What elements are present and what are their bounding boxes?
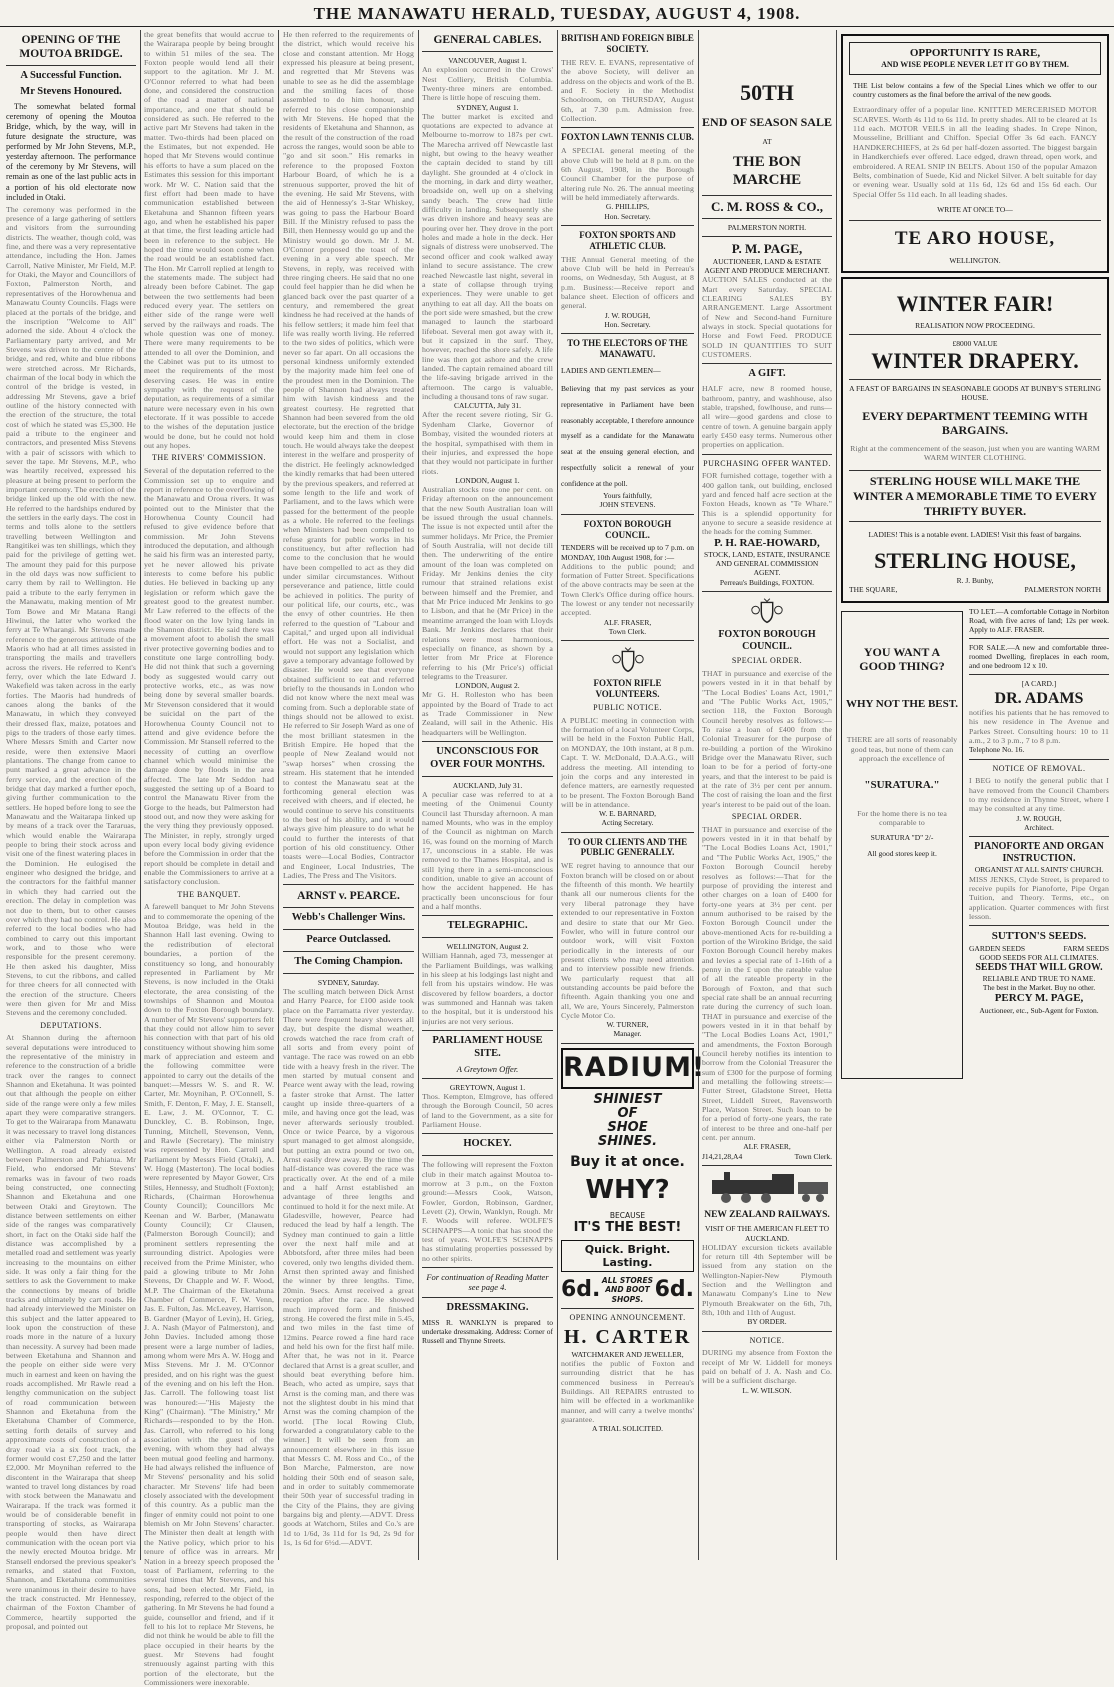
coat-of-arms-icon [609,645,647,675]
article-subtitle: A Greytown Offer. [456,1063,519,1074]
radium-price-row [561,1276,694,1303]
rae-address: Perreau's Buildings, FOXTON. [719,577,815,587]
divider [283,973,414,974]
article-subtitle: Pearce Outclassed. [306,934,391,946]
feast: A FEAST OF BARGAINS IN SEASONABLE GOODS AT BUNBY'S STERLING HOUSE. [849,384,1101,403]
carter-trial: A TRIAL SOLICITED. [591,1424,664,1434]
column-rule [140,30,141,1560]
sale-at: AT [762,137,772,147]
removal-body: I BEG to notify the general public that I have removed from the Council Chambers to my residence in Thynne Street, where I may be consulted at any time. [969,776,1109,814]
signature-role: Hon. Secretary. [604,211,651,221]
divider [422,1133,553,1134]
column-6 [702,30,832,1558]
realisation: REALISATION NOW PROCEEDING. [915,321,1035,331]
article-title: ARNST v. PEARCE. [297,890,400,903]
divider [561,514,694,515]
value: £8000 VALUE [952,339,998,349]
te-aro-advert [841,34,1109,273]
ad-heading: BRITISH AND FOREIGN BIBLE SOCIETY. [561,33,694,54]
column-1 [6,30,136,1632]
divider [422,1155,553,1156]
radium-buy: Buy it at once. [570,1153,685,1170]
divider [422,937,553,938]
divider [969,674,1109,675]
divider [702,236,832,237]
radium-slogan: SHOE [607,1120,648,1136]
rae-trade: STOCK, LAND, ESTATE, INSURANCE AND GENERAL COMMISSION AGENT. [704,550,830,578]
ad-body: HALF acre, new 8 roomed house, bathroom, pantry, and washhouse, also stable, trapshed, fowlhouse, and runs—all wire—good gardens and close to centre of town. A genuine bargain apply early £450 easy terms. Numerous other properties on application. [702,384,832,450]
signature: G. PHILLIPS, [605,202,650,212]
signature: JOHN STEVENS. [599,500,656,510]
article-body: He then referred to the requirements of the district, which would receive his close and constant attention. Mr Hogg expressed his pleasure at being present, and regretted that Mr Stevens was unable to see as he did the assemblage and the smiling faces of those assembled to do him honour, and referred to his close companionship with Mr Stevens. He hoped that the residents of Eketahuna and Shannon, as the result of the construction of the road across the ranges, would soon be able to "go and sit soon." His remarks in reference to the proposed Foxton Harbour Board, of which he is a strenuous supporter, proved the hit of the evening. He said Mr Stevens, with the aid of Hennessy's 3-Star Whiskey, was going to pass the Harbour Board Bill. If the Ministry refused to pass the Bill, then Hennessy would go up and the Ministry would go down. Mr J. M. O'Connor proposed the toast of the evening in a very able speech. Mr Stevens, in reply, was received with three ringing cheers. He said that no one could feel happier than he did when he glanced back over the past quarter of a century, and remembered the great kindness he had received at the hands of his fellow settlers; it made him feel that life was really worth living. He referred to the two sides of politics, which were never so far apart. On all occasions the personal kindness uniformly extended by the majority made him feel one of the proudest men in the Dominion. The people of Shannon had always treated him with lavish kindness and the greatest courtesy. He regretted that Shannon had been severed from the old electorate, but the erection of the bridge would keep him and them in close touch. He would always take the deepest interest in the welfare and prosperity of the district. He feelingly acknowledged the kindly remarks that had been uttered by the previous speakers, and referred at some length to the life and work of Parliament, and to the laws which were passed for the betterment of the people as a whole. He referred to the feelings when Ministers had been compelled to refuse grants for public works in his constituency, but after reflection had come to the conclusion that he would have been compelled to act as they did under similar circumstances. Without perseverance and patience, little could be achieved in politics. The purity of our political life, our courts, etc., was the envy of other countries. He then referred to the question of "Labour and Capital," and urged upon all individual effort. He was not a Socialist, and would not support any legislation which gave a temporary advantage followed by disaster. He would see that everyone obtained sufficient to eat and referred briefly to the thousands in London who did not know where the next meal was coming from. Such a deplorable state of things should not be allowed to exist. He referred to Sir Joseph Ward as one of the most brilliant statesmen in the British Empire. He hoped that the people of New Zealand would not "swap horses" when crossing the stream. His statement that he intended to contest the Manawatu seat at the forthcoming general election was received with cheers, and if elected, he would continue to serve his constituents to the best of his ability, and it would always give him pleasure to do what he could to further the interests of that portion of his old constituency. Other toasts were—Local Bodies, Contractor and Engineer, Local Industries, The Ladies, The Press and The Visitors. [283,30,414,880]
ad-body: A PUBLIC meeting in connection with the formation of a local Volunteer Corps, will be held in the Foxton Public Hall, on MONDAY, the 10th instant, at 8 p.m. Capt. T. W. McDonald, D.A.A.G., will address the meeting. All intending to join the corps and any interested in defence matters, are earnestly requested to be present. The Foxton Borough Band will be in attendance. [561,715,694,809]
signature-role: Hon. Secretary. [604,319,651,329]
sterling-name: STERLING HOUSE, [874,547,1076,573]
masthead: THE MANAWATU HERALD, TUESDAY, AUGUST 4, 1908. [0,4,1114,27]
signature-row [702,1152,832,1161]
by-order: BY ORDER. [747,1317,787,1327]
publication-dates: J14,21,28,A4 [702,1151,743,1161]
ladies-note: LADIES! This is a notable event. LADIES! Visit this feast of bargains. [868,530,1082,540]
article-title: HOCKEY. [463,1138,512,1150]
ad-heading: PURCHASING OFFER WANTED. [703,458,831,468]
signature: ALF. FRASER, [743,1142,791,1152]
article-title: GENERAL CABLES. [433,34,542,46]
farm-seeds: FARM SEEDS [1063,943,1109,953]
divider [561,1043,694,1044]
electors-body: Believing that my past services as your representative in Parliament have been reasonably acceptable, I therefore announce myself as a candidate for the Manawatu seat at the ensuing general election, and respectfully solicit a renewal of your confidence at the poll. [561,384,694,488]
suratura-grocers: All good stores keep it. [867,848,937,858]
ad-heading: FOXTON LAWN TENNIS CLUB. [561,132,694,143]
column-5 [561,30,706,1558]
removal-heading: NOTICE OF REMOVAL. [992,763,1086,773]
sterling-advert [841,277,1109,602]
signature: Yours faithfully, [603,491,652,501]
article-body: A farewell banquet to Mr John Stevens and to commemorate the opening of the Moutoa Bridge, was held in the Shannon Hall last evening. Owing to the redistribution of electoral boundaries, a portion of the constituency so long, and honourably represented in Parliament by Mr Stevens, is now included in the Otaki electorate, the area consisting of the townships of Shannon and Moutoa down to the Foxton Borough boundary. A number of Mr Stevens' supporters felt that they could not allow him to sever his connection with that part of his old constituency without showing him some mark of appreciation and esteem and the following committee were appointed to carry out the details of the banquet:—Messrs W. S. and R. W. Carter, Mr. Moynihan, P. O'Connell, S. Smith, F. Denton, F. May, J. E. Stansell, E. Law, J. M. O'Connor, T. C. Dunckley, C. B. Robinson, Inge, Tunning, Mitchell, Stevenson, Venn, and Rawle (Secretary). The ministry was represented by Hon. Carroll and Parliament by Messrs Field (Otaki), A. W. Hogg (Masterton). The local bodies were represented by Mayor Gower, Crs Stiles, Hennessy, and Studholt (Foxton); Richards, (Chairman Horowhenua County Council); Councillors Mc Keenan and W. Barber, (Manawatu County Council); Cr Clausen, (Palmerston Borough Council); and prominent settlers representing the surrounding district. Apologies were received from the Prime Minister, who paid a glowing tribute to Mr John Stevens, Dr Chapple and W. F. Wood, M.P. The Chairman of the Eketahuna Chamber of Commerce, F. W. Venn, Jas. E. Fulton, Jas. McLeavey, Harrison, B. Gardner (Mayor of Levin), H. Grieg, J. A. Nash (Mayor of Palmerston), and John Davies. Included among those present were a large number of ladies, among whom were Mrs A. W. Hogg and Miss Stevens. Mr J. M. O'Connor presided, and on his right was the guest of the evening and on his left the Hon. Jas. Carroll. The following toast list was honoured:—"His Majesty the King" (Chairman). "The Ministry," Mr Richards—responded to by the Hon. Jas. Carroll, who referred to his long association with the guest of the evening, with whom they had always been mutual good feeling and harmony. He had always relished the influence of Mr Stevens' personality and his solid character. Mr Stevens' life had been closely associated with the development of this country. As a public man the finger of enmity could not point to one blemish on Mr John Stevens' character. The Minister then dealt at length with the Native policy, which prior to his tenure of office was in arrears. Mr Nation in a breezy speech proposed the toast of Parliament, referring to the several times that Mr Stevens, and his sons, had been elected. Mr Field, in responding, referred to the object of the gathering. In Mr Stevens he had found a guide, counsellor and friend, and if it fell to his lot to replace Mr Stevens, he did not think he would be able to fill the place occupied in their hearts by the guest. Mr Stevens had fought strenuously against parting with this portion of the electorate, but the Commissioners were inexorable. [144,902,274,1687]
ad-heading: OPENING ANNOUNCEMENT. [569,1312,686,1322]
ad-heading: TO THE ELECTORS OF THE MANAWATU. [567,337,688,359]
sterling-body: Right at the commencement of the season, just when you are wanting WARM WARM WINTER CLOTHING. [850,443,1100,463]
article-title: OPENING OF THE MOUTOA BRIDGE. [19,34,123,61]
telephone: Telephone No. 16. [969,745,1025,755]
article-title: UNCONSCIOUS FOR OVER FOUR MONTHS. [430,746,545,770]
article-title: TELEGRAPHIC. [447,920,528,932]
radium-stores: ALL STORES AND BOOT SHOPS. [601,1276,654,1304]
sterling-square: THE SQUARE, [849,585,898,595]
article-body: the great benefits that would accrue to the Wairarapa people by being brought to within 51 miles of the sea. The Foxton people would lend all their support to the agitation. Mr J. M. O'Connor referred to what had been done, and considered the construction of the road a matter of national importance, and one that should be considered as such. He referred to the active part Mr Stevens had taken in the matter. Two-thirds had been placed on the Estimates, but not expended. He hoped that Mr Stevens would continue his efforts to have a sum placed on the Estimates this session for this important work. Mr W. C. Nation said that the first effort had been made to have communication established between Eketahuna and Shannon fifteen years ago, and when he established his paper at that time, the first leading article had been in reference to the subject. He hoped the time would soon come when the road would be an established fact. The Hon. Mr Carroll replied at length to the statements made. The subject had already been before Cabinet. The gap between the two settlements had been reduced every year. The settlers on either side of the range were well served by the railways and roads. The whole question was one of money. There were many requirements to be attended to all over the Dominion, and the Cabinet was put to its utmost to meet the requirements of the most deserving cases. He was in entire sympathy with the request of the deputation, as requirements of a similar nature were necessary even in his own electorate. If it was possible to accede to the wishes of the deputation justice would be done, but he could not hold out any hopes. [144,30,274,451]
divider [422,1297,553,1298]
reliable: RELIABLE AND TRUE TO NAME. [982,974,1096,984]
divider [849,220,1101,221]
ad-body: DURING my absence from Foxton the receipt of Mr W. Liddell for moneys paid on behalf of J. A. Nash and Co. will be a sufficient discharge. [702,1348,832,1386]
sterling-owner: R. J. Bunby, [956,576,994,586]
seed-types [969,944,1109,953]
ad-heading: FOXTON BOROUGH COUNCIL. [583,518,672,540]
climates: GOOD SEEDS FOR ALL CLIMATES. [979,952,1099,962]
market: The best in the Market. Buy no other. [982,983,1096,993]
carter-name: H. CARTER [563,1326,692,1349]
signature-role: Town Clerk. [794,1151,832,1161]
sale-number: 50TH [740,80,794,105]
divider [969,836,1109,837]
ad-body: WE regret having to announce that our Foxton branch will be closed on or about the fifteenth of this month. We heartily thank all our numerous clients for the very liberal patronage they have extended to our representative in Foxton and desire to state that our Mr Geo. Fowler, who will in future control our outdoor work, will visit Foxton periodically in the interests of our present clients who may need attention and to interview possible new friends. We particularly request that all outstanding accounts be paid before the fifteenth. Again thanking you one and all, We are, Yours Sincerely, Palmerston Cycle Motor Co. [561,861,694,1020]
divider [422,1030,553,1031]
dateline: WELLINGTON, August 2. [446,942,529,952]
divider [702,1331,832,1332]
dateline: CALCUTTA, July 31. [454,401,521,411]
dateline: SYDNEY, Saturday. [317,977,380,987]
divider [561,832,694,833]
percy-name: PERCY M. PAGE, [994,992,1084,1005]
divider [422,741,553,742]
radium-slogan: SHINIEST [593,1091,662,1107]
store-town: PALMERSTON NORTH. [727,223,807,233]
article-subtitle: A Successful Function. [20,70,122,82]
suratura-column [841,607,963,1083]
divider [283,907,414,908]
drapery-title: WINTER DRAPERY. [871,348,1079,374]
ad-subheading: SPECIAL ORDER. [731,812,803,822]
signature: L. W. WILSON. [742,1385,792,1395]
ad-subheading: PUBLIC NOTICE. [593,703,662,713]
every-department: EVERY DEPARTMENT TEEMING WITH BARGAINS. [862,408,1088,438]
column-rule [278,30,279,1560]
radium-best: IT'S THE BEST! [573,1219,682,1235]
divider [849,379,1101,380]
article-body: At Shannon during the afternoon several deputations were introduced to the representative of the ministry in reference to the construction of a bridle track over the ranges to connect Shannon and Eketahuna. It was pointed out that although the people on either side of the range were only a few miles apart they were comparative strangers. To get to the Wairarapa from Manawatu it was necessary to travel long distances either via Palmerston North or Wellington. A road already existed between Palmerston and Pahiatua. Mr Field, who endorsed Mr Stevens' remarks was in favour of two roads being constructed, one connecting Shannon and Eketahuna and one between Otaki and Greytown. The distance between settlements on either side of the ranges was comparatively short, in fact on the Otaki side half the distance was accomplished by a metalled road and settlement was yearly increasing to the mountains on either side. It was only a fair thing for the settlers to ask the Government to make the connections by means of bridle tracks and ultimately by cart roads. He had already interviewed the Minister on this subject and the latter appeared to look upon the construction of these roads more in the nature of a luxury than necessity. A survey had been made between Eketahuna and Shannon and the people on either side were very much in earnest and keen on having the roads accomplished. Mr Rawle read a lengthy communication on the subject of road communication between Shannon and Eketahuna from the Eketahuna Chamber of Commerce, setting forth details of survey and approximate costs of construction of a dray road via a six foot track, the former would cost £7,250 and the latter £2,000. Mr Moynihan referred to the discontent in the Wairarapa that sheep wanted to travel long distances by road with stock between the Manawatu and Wairarapa. If the track was formed it would be of considerable benefit in transporting of stocks, as Wairarapa people would then have direct communication with the ocean port via the newly erected Moutoa bridge. Mr Stansell endorsed the previous speaker's remarks, and stated that Foxton, Shannon, and Eketahuna communities were unanimous in their desire to have the track constructed. Mr Hennessey, chairman of the Foxton Chamber of Commerce, heartily supported the proposal, and pointed out [6,1033,136,1632]
page-name: P. M. PAGE, [731,241,803,257]
opportunity-banner [849,42,1101,75]
offer-list: Extraordinary offer of a popular line. KNITTED MERCERISED MOTOR SCARVES. Worth 4s 11d to 6s 11d. In pretty shades. All to be cleared at 1s 11d each. MOTOR VEILS in all the leading shades. In Crepe Ninon, Mousseline, Brilliant and Chiffon. Special Offer 3s 6d each. FANCY HANDKERCHIEFS, at 2s 6d per half-dozen assorted. The biggest bargain in Handkerchiefs ever offered. Lace edged, drawn thread, open work, and embroidered. A REAL SNIP IN BELTS. About 150 of the popular Amazon Belts, combination of Suede, Kid and Nickel Silver. A belt suitable for day or evening wear. Usually sold at 11s 6d, 12s 6d and 15s 6d each. Our Special Offer 5s 11d each. In all leading shades. [853,105,1097,199]
article-subtitle: Webb's Challenger Wins. [291,912,406,924]
dateline: LONDON, August 2. [455,681,520,691]
garden-seeds: GARDEN SEEDS [969,943,1026,953]
signature-role: Architect. [1024,822,1054,832]
ad-heading: NOTICE. [749,1335,785,1345]
divider [6,65,136,66]
ad-body: THAT in pursuance and exercise of the powers vested in it in that behalf by "The Local Bodies' Loans Act, 1901," and "The Public Works Act, 1905," section 118, the Foxton Borough Council hereby resolves as follows:—To raise a loan of £400 from the Colonial Treasurer for the purpose of re-building a portion of the Wirokino Bridge over the Manawatu River, such loan to be for a period of forty-one years, and that the interest to be paid is at the rate of 3½ per cent per annum. The cost of raising the loan and the first year's interest to be paid out of the loan. [702,668,832,809]
divider [969,638,1109,639]
suratura-body: For the home there is no tea comparable to [857,808,947,828]
section-heading: THE BANQUET. [177,889,241,899]
article-body: The ceremony was performed in the presence of a large gathering of settlers and visitors from the surrounding districts. The weather, though cold, was fine, and there was a very representative attendance, including the Hon. James Carroll, Native Minister, Mr Field, M.P. for Otaki, the Mayor and Councillors of Foxton, Palmerston North, and representatives of the Horowhenua and Manawatu County Councils. Flags were placed at the portals of the bridge, and the inscription "Welcome to All" adorned the side. About 4 o'clock the Parliamentary party arrived, and Mr Stevens was driven to the centre of the bridge, and red, white and blue ribbons were stretched across. Mr Richards, chairman of the local body in which the control of the bridge is vested, in addressing Mr Stevens, gave a brief outline of the history connected with the erection of the structure, the total cost of which he stated was £5,300. He paid a tribute to the engineer and contractors, and presented Miss Stevens with a pair of scissors with which to sever the tape. Mr Stevens, M.P., who was heartily received, expressed his pleasure at being present to perform the important ceremony. The erection of the bridge linked up the old with the new. He referred to the hardships endured by the settlers in the early days. The cost in terms and tolls alone to the settlers travelling between Wellington and Rangitikei was ten shillings, which they paid for the privilege of getting wet. The amount they paid for this purpose in the old days was now sufficient to carry them by rail to Wellington. He paid a tribute to the early ferrymen in the Manawatu, making mention of Mr Tom Bowe and Mr Matana Rangi Hiwinui, the latter who worked the ferry at Te Wharangi. Mr Stevens made reference to the generous attitude of the Maoris who had at all times assisted in transporting the mails and travellers across the rivers. He referred to Kent's ferry, over which the late Edward J. Wakefield was taken across in the early forties. The Maoris had hundreds of canoes along the banks of the Manawatu, in which they conveyed their dressed flax, maize, potatoes and pigs to the traders of those early times. Where Messrs Smith and Carter now reside, were then extensive Maori plantations. The change from canoe to punt marked a great advance in the ferry service, and the erection of the bridge that day marked a further epoch, giving further communication to the settlers. He hoped before long to see the Manawatu and the Waitarapa linked up by means of a track over the Tararuas, which would enable the Wairarapa people to bring their stock across and visit one of the finest watering places in the Dominion. He eulogised the engineer who designed the bridge, and the contractors for the faithful manner in which they had carried out the erection. The delay in completion was not due to them, but to other causes over which they had no control. He also referred to the local bodies who had combined to carry out this important work, and to those who were responsible for the present ceremony. He then asked his daughter, Miss Stevens, to cut the ribbons, and called for three cheers for all connected with the erection of the structure. Cheers were then given for Mr and Miss Stevens and the ceremony concluded. [6,204,136,1018]
divider [561,127,694,128]
divider [969,925,1109,926]
store-owner: C. M. ROSS & CO., [702,195,832,219]
divider [561,225,694,226]
suratura-body: THERE are all sorts of reasonably good teas, but none of them can approach the excellence of [846,735,958,763]
sterling-town: PALMERSTON NORTH [1024,585,1101,595]
article-body: Several of the deputation referred to the Commission set up to enquire and report in reference to the overflowing of the Manawatu and Oroua rivers. It was pointed out to the Minister that the Horowhenua County Council had refused to give evidence before that commission. Mr John Stevens introduced the deputation, and although he said his firm was an interested party, yet he never allowed his private interests to come before his public duties. He believed in backing up any legislation or reform which gave the greatest good to the greatest number. Mr Law referred to the effects of the flood water on the low lying lands in the Shannon district. He said there was a movement afoot to abolish the small river protective governing bodies and to constitute one large controlling body. He did not think that such a governing body as suggested would carry out protective works, etc., as was now being done by several smaller boards. Mr Stevenson considered that it would be suicidal on the part of the Horowhenua County Council not to attend and give evidence before the Commission. Mr Stansell referred to the necessity of cutting an overflow channel which would minimise the damage done by floods in the area affected. The late Mr Seddon had suggested the setting up of a Board to control the Manawatu River from the Gorge to the heads, but Palmerston had stood out, and now they were asking for the very thing they previously opposed. The Minister, in reply, strongly urged upon every local body giving evidence before the Commission in order that the report should be complete in detail and enable the Commissioners to arrive at a satisfactory conclusion. [144,466,274,887]
radium-price: 6d. [654,1276,694,1302]
section-heading: DEPUTATIONS. [40,1020,102,1030]
divider [561,640,694,641]
te-aro-city: WELLINGTON. [949,256,1001,266]
ad-body: HOLIDAY excursion tickets available for return till 4th September will be issued from any station on the Wellington-Napier-New Plymouth Section and the Wellington and Manawatu Company's Line to New Plymouth Breakwater on the 6th, 7th, 8th, 10th and 11th of August. [702,1242,832,1318]
divider [702,454,832,455]
te-aro-name: TE ARO HOUSE, [894,228,1056,250]
column-2 [144,30,274,1687]
page-trade: AUCTIONEER, LAND & ESTATE AGENT AND PRODUCE MERCHANT. [704,257,830,276]
article-body: The following will represent the Foxton club in their match against Moutoa to-morrow at 3 p.m., on the Foxton ground:—Messrs Cook, Watson, Fowler, Gordon, Robinson, Gardner, Levett (2), Orwin, Wanklyn, Rough. Mr F. Woods will referee. WOLFE'S SCHNAPPS—A tonic that has stood the test of years. WOLFE'S SCHNAPPS has stimulating properties possessed by no other spirits. [422,1160,553,1263]
dateline: AUCKLAND, July 31. [452,780,523,790]
offer-intro: THE List below contains a few of the Special Lines which we offer to our country customers as the final before the arrival of the new goods. [853,81,1097,100]
article-title: PARLIAMENT HOUSE SITE. [432,1034,543,1059]
suratura-price: SURATURA "D" 2/- [870,833,934,843]
column-7 [841,30,1109,1558]
article-subtitle: The Coming Champion. [294,955,403,967]
dateline: VANCOUVER, August 1. [448,56,527,66]
ad-heading: DRESSMAKING. [446,1301,529,1313]
organist: ORGANIST AT ALL SAINTS' CHURCH. [974,865,1104,875]
ad-body: A SPECIAL general meeting of the above Club will be held at 8 p.m. on the 6th August, 1908, in the Borough Council Chamber for the purpose of altering rule No. 26. The annual meeting will be held immediately afterwards. [561,146,694,203]
why-not-best: WHY NOT THE BEST. [845,697,959,710]
winter-fair-title: WINTER FAIR! [896,291,1054,317]
radium-why: WHY? [585,1174,670,1205]
divider [422,51,553,52]
ad-text: MISS R. WANKLYN is prepared to undertake dressmaking. Address: Corner of Russell and Thynne Streets. [422,1317,553,1345]
ad-heading: NEW ZEALAND RAILWAYS. [704,1209,830,1220]
ad-body: Additions to the public pound; and formation of Futter Street. Specifications of the above contracts may be seen at the Town Clerk's Office during office hours. The lowest or any tender not necessarily accepted. [561,561,694,618]
suratura-advert [841,611,963,1079]
electors-salutation: LADIES AND GENTLEMEN— [561,365,661,375]
article-lead: The somewhat belated formal ceremony of opening the Moutoa Bridge, which, by the way, will in future designate the structure, was performed by Mr John Stevens, M.P., yesterday afternoon. The performance of the ceremony by Mr Stevens, will remain as one of the last public acts in a portion of his old electorate now included in Otaki. [6,101,136,202]
for-sale: FOR SALE.—A new and comfortable three-roomed Dwelling, fireplaces in each room, and one bedroom 12 x 10. [969,643,1109,671]
divider [561,1308,694,1309]
dateline: SYDNEY, August 1. [456,102,519,112]
ad-text: TENDERS will be received up to 7 p.m. on MONDAY, 10th August 1908, for :— [561,543,694,562]
ad-heading: FOXTON RIFLE VOLUNTEERS. [593,678,662,700]
carter-trade: WATCHMAKER AND JEWELLER, [571,1349,684,1359]
dateline: GREYTOWN, August 1. [449,1082,526,1092]
radium-qualities: Quick. Bright. Lasting. [561,1240,694,1273]
ad-body: THAT in pursuance and exercise of the powers vested in it in that behalf by "The Local Bodies Loans Act, 1901," and "The Public Works Act, 1905," the Foxton Borough Council hereby resolves as follows:—That for the purpose of providing the interest and other charges on a loan of £400 for forty-one years at 3½ per cent. per annum authorised to be raised by the Foxton Borough Council under the above-mentioned Acts for re-building a portion of the Wirokino Bridge, the said Foxton Borough Council hereby makes and levies a special rate of 1-16th of a penny in the £ upon the rateable value of all the rateable property in the Borough of Foxton, and that such special rate shall be an annual recurring rate during the currency of such loan. THAT in pursuance and exercise of the powers vested in it in that behalf by "The Local Bodies Loans Act, 1901," and amendments, the Foxton Borough Council hereby notifies its intention to borrow from the Colonial Treasurer the sum of £300 for the purpose of forming and metalling the following streets:—Futter Street, Gladstone Street, Hetta Street, Liddell Street, Ravensworth Place, Watson Street. Such loan to be for a period of forty-one years, the rate of interest to be three and one-half per cent. per annum. [702,824,832,1143]
sterling-address [849,585,1101,594]
divider [422,776,553,777]
column-rule [836,30,837,1560]
card-label: [A CARD.] [1021,679,1057,689]
locomotive-icon [702,1170,832,1204]
continuation-note: For continuation of Reading Matter see page 4. [426,1272,549,1293]
signature: J. W. ROUGH, [604,310,651,320]
signature: ALF. FRASER, [603,617,652,627]
divider [283,951,414,952]
percy-role: Auctioneer, etc., Sub-Agent for Foxton. [979,1005,1099,1015]
dateline: LONDON, August 1. [455,475,520,485]
column-rule [698,30,699,1560]
column-rule [418,30,419,1560]
divider [422,915,553,916]
ad-subheading: VISIT OF THE AMERICAN FLEET TO AUCKLAND. [704,1224,830,1243]
article-body: Thos. Kempton, Elmgrove, has offered through the Borough Council, 50 acres of land to the Government, as a site for Parliament House. [422,1092,553,1130]
column-4 [422,30,553,1558]
coat-of-arms-icon [748,596,786,626]
doctor-name: DR. ADAMS [994,689,1084,707]
column-rule [557,30,558,1560]
divider [702,363,832,364]
radium-slogan: OF [617,1105,638,1121]
ad-body: notifies the public of Foxton and surrounding district that he has commenced business in Perreau's Buildings. All REPAIRS entrusted to him will be effected in a workmanlike manner, and will carry a twelve months' guarantee. [561,1359,694,1425]
divider [969,759,1109,760]
signature-role: Manager. [613,1029,642,1039]
divider [283,884,414,885]
section-heading: THE RIVERS' COMMISSION. [151,453,267,463]
write-prompt: WRITE AT ONCE TO— [937,204,1013,214]
radium-price: 6d. [561,1276,601,1302]
classifieds-column [969,607,1109,1083]
divider [422,1078,553,1079]
suratura-name: "SURATURA." [864,779,940,792]
radium-advert [561,1048,706,1304]
article-body: William Hannah, aged 73, messenger at the Parliament Buildings, was walking in his sleep at his lodgings last night and fell from his upstairs window. He was discovered by fellow boarders, a doctor was summoned and Hannah was taken to the hospital, but it is understood his injuries are not very serious. [422,951,553,1026]
ad-body: AUCTION SALES conducted at the Mart every Saturday. SPECIAL CLEARING SALES BY ARRANGEMENT. Large Assortment of New and Second-hand Furniture always in stock. Special quotations for Horse and Fowl Feed. PRODUCE SOLD IN QUANTITIES TO SUIT CUSTOMERS. [702,275,832,360]
divider [849,334,1101,335]
rae-name: P. H. RAE-HOWARD, [714,536,820,549]
sterling-claim: STERLING HOUSE WILL MAKE THE WINTER A MEMORABLE TIME TO EVERY THRIFTY BUYER. [849,470,1101,522]
lower-section [841,607,1109,1083]
store-name: THE BON MARCHE [732,153,802,188]
radium-slogan: SHINES. [597,1134,658,1150]
signature: J. W. ROUGH, [1016,813,1062,823]
article-body: Australian stocks rose one per cent. on Friday afternoon on the announcement that the new South Australian loan will be issued through the usual channels. The issue is not expected until after the summer holidays. Mr Price, the Premier of South Australia, will not decide till then. The underwriting of the entire amount of the loan was completed on Friday. Mr Jenkins denies the city rumour that strained relations exist between himself and the Premier, and that Mr Price induced Mr Jenkins to go to Lisbon, and that he (Mr Price) in the meantime arranged the loan with Lloyds Bank. Mr Jenkins declares that their relations were most harmonious, especially on finance, as shown by a letter from Mr Price at Florence referring to his (Mr Price's) official telegrams to the Treasurer. [422,485,553,681]
article-body: An explosion occurred in the Crows' Nest Colliery, British Columbia. Twenty-three miners are entombed. There is little hope of rescuing them. [422,65,553,103]
ad-heading: A GIFT. [748,368,786,380]
divider [422,1267,553,1268]
divider [561,333,694,334]
piano-heading: PIANOFORTE AND ORGAN INSTRUCTION. [974,841,1104,865]
to-let: TO LET.—A comfortable Cottage in Norbiton Road, with five acres of land; 12s per week. Apply to ALF. FRASER. [969,606,1109,634]
divider [702,1165,832,1166]
doctor-body: notifies his patients that he has removed to his new residence in The Avenue and Parkes Street. Consulting hours: 10 to 11 a.m., 2 to 3 p.m., 7 to 8 p.m. [969,708,1109,746]
radium-title: RADIUM! [561,1048,694,1089]
opportunity-line: AND WISE PEOPLE NEVER LET IT GO BY THEM. [881,60,1069,70]
signature-role: Town Clerk. [608,626,647,636]
signature: W. TURNER, [606,1020,649,1030]
ad-body: THE Annual General meeting of the above Club will be held in Perreau's rooms, on Wednesday, 5th August, at 8 p.m. Business:—Receive report and balance sheet. Election of officers and general. [561,254,694,311]
good-thing: YOU WANT A GOOD THING? [859,644,945,674]
column-3 [283,30,414,1558]
suttons-heading: SUTTON'S SEEDS. [991,930,1087,943]
piano-body: MISS JENKS, Clyde Street, is prepared to receive pupils for Pianoforte, Pipe Organ Tuition, and Theory. Terms, etc., on application. Quarter commences with first lesson. [969,874,1109,921]
signature: W. E. BARNARD, [598,809,657,819]
article-body: Mr G. H. Rolleston who has been appointed by the Board of Trade to act as Trade Commissioner in New Zealand, will sail in the Athenic. His headquarters will be Wellington. [422,690,553,737]
grow: SEEDS THAT WILL GROW. [975,961,1103,973]
radium-because: BECAUSE [609,1210,646,1220]
ad-body: FOR furnished cottage, together with a 400 gallon tank, out building, enclosed yard and fenced half acre section at the Foxton Heads, known as "Te Whare." This is a splendid opportunity for anyone to secure a seaside residence at the heads for the coming Summer. [702,471,832,537]
article-subtitle: Mr Stevens Honoured. [20,85,122,97]
opportunity-line: OPPORTUNITY IS RARE, [909,47,1041,59]
divider [702,591,832,592]
divider [283,929,414,930]
ad-body: THE REV. E. EVANS, representative of the above Society, will deliver an address on the objects and work of the B. and F. Society in the Methodist Schoolroom, on THURSDAY, August 6th, at 7.30 p.m. Admission free. Collection. [561,57,694,123]
ad-heading: TO OUR CLIENTS AND THE PUBLIC GENERALLY. [567,836,688,858]
ad-heading: FOXTON SPORTS AND ATHLETIC CLUB. [579,229,676,251]
article-body: The butter market is excited and quotations are expected to advance at Melbourne to-morrow to 187s per cwt. The Marecha arrived off Newcastle last night, but owing to the heavy weather the captain decided to stand by till daylight. She grounded at 4 o'clock in the morning, in dark and dirty weather, broadside on, well up on a shelving sandy beach. The crew had little difficulty in landing. Subsequently she was driven inshore and heavy seas are pouring over her. They drove in the port holes and made a hole in the deck. Her signals of distress were unobserved. The second officer and cook walked away inland to secure assistance. The crew reached Newcastle last night, several in a state of collapse through trying experiences. They were unable to get anything to eat all day. All the boats on the port side were smashed, but the crew managed to launch the starboard lifeboat. Several men got away with it, but it capsized in the surf. They, however, reached the shore safely. A life line was then got ashore and the crew landed. The captain remained aboard till the life-saving brigade arrived in the afternoon. The cargo is valuable, including a thousand tons of raw sugar. [422,111,553,401]
article-body: After the recent severe rioting, Sir G. Sydenham Clarke, Governor of Bombay, visited the wounded rioters at the hospital, sympathised with them in their injuries, and expressed the hope that they would not participate in further riots. [422,410,553,476]
sale-title: END OF SEASON SALE [702,114,832,129]
ad-heading: FOXTON BOROUGH COUNCIL. [718,628,816,652]
article-body: The sculling match between Dick Arnst and Harry Pearce, for £100 aside took place on the Parramatta river yesterday. There were frequent heavy showers all day, but despite the dismal weather, crowds watched the race from craft of all sorts and from every point of vantage. The race was rowed on an ebb tide with a heavy fresh in the river. The men started by mutual consent and Pearce went away with the lead, rowing a faster stroke that Arnst. The latter caught up inside three-quarters of a mile, and having once got the lead, was never afterwards seriously troubled. Once or twice Pearce, by a vigorous spurt managed to get almost alongside, but putting an extra pound or two on, Arnst easily drew away. By the time the half-distance was covered the race was practically over. At the end of a mile and a half Arnst established an advantage of three lengths and continued to hold it for the next mile. At Gladesville, however, Pearce had reduced the lead by half a length. The Sydney man continued to gain a little over the next half mile and at Abbotsford, after three miles had been covered, only two lengths divided them. Arnst then sprinted away and finished the winner by three lengths. Time, 20min. 9secs. Arnst received a great reception after the race. He showed much improved form and finished strong. He covered the first mile in 5.45, and two miles in the fast time of 12mins. Pearce rowed a fine hard race and held his own for the first half mile. After that, he was not in it. Pearce declared that Arnst is a great sculler, and should beat everything before him. Beach, who acted as umpire, says that Arnst is the coming man, and there was not the slightest doubt in his mind that Arnst was the coming champion of the world. [The local Rowing Club, forwarded a congratulatory cable to the winner.] It will be seen from an announcement elsewhere in this issue that Messrs C. M. Ross and Co., of the Bon Marche, Palmerston, are now holding their 50th end of season sale, and in order to suitably commemorate their 50th year of successful trading in the City of the Plains, they are giving bargains big and plenty.—ADVT. Dress goods at Watchorn, Stiles and Co.'s are 1d to 1/6d, 3s 11d for 1s 9d, 2s 9d for 1s, 1s 6d for 6½d.—ADVT. [283,986,414,1548]
article-body: A peculiar case was referred to at a meeting of the Onimenui County Council last Thursday afternoon. A man named Mounts, who was in the employ of the Council as nightman on March 16, was found on the morning of March 17, unconscious in a stable. He was removed to the Thames Hospital, and is still lying there in a semi-unconscious condition, unable to give an account of how the accident happened. He has practically been unconscious for four and a half months. [422,789,553,911]
ad-subheading: SPECIAL ORDER. [731,656,803,666]
signature-role: Acting Secretary. [601,818,654,828]
